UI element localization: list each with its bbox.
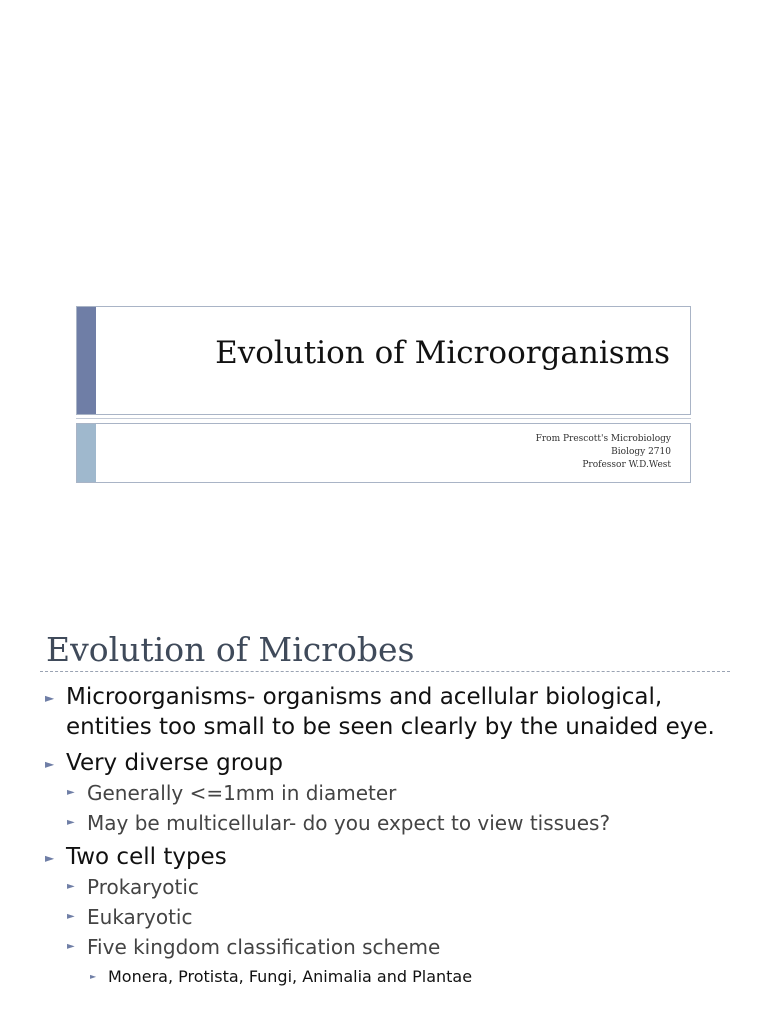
- bullet-text: Microorganisms- organisms and acellular biological, entities too small to be seen clearly by the unaided eye.: [66, 684, 715, 740]
- bullet-arrow-icon: ►: [67, 817, 75, 828]
- bullet-arrow-icon: ►: [90, 972, 97, 981]
- bullet-arrow-icon: ►: [45, 691, 55, 705]
- subtitle-accent-bar: [77, 424, 96, 482]
- bullet-item: [0, 682, 728, 742]
- subtitle-text: [536, 433, 671, 472]
- sub-bullet-text: May be multicellular- do you expect to view tissues?: [87, 811, 611, 835]
- subtitle-box: [76, 423, 691, 483]
- bullet-arrow-icon: ►: [67, 787, 75, 798]
- bullet-arrow-icon: ►: [45, 757, 55, 771]
- sub-sub-bullet-text: Monera, Protista, Fungi, Animalia and Plantae: [108, 967, 473, 986]
- sub-bullet-text: Five kingdom classification scheme: [87, 935, 441, 959]
- slide-heading: Evolution of Microbes: [46, 630, 415, 669]
- bullet-arrow-icon: ►: [67, 911, 75, 922]
- heading-divider: [40, 671, 730, 672]
- bullet-arrow-icon: ►: [67, 881, 75, 892]
- bullet-item: [0, 748, 728, 778]
- subtitle-line: From Prescott's Microbiology: [535, 434, 671, 444]
- sub-bullet-text: Generally <=1mm in diameter: [87, 781, 397, 805]
- sub-bullet-text: Eukaryotic: [87, 905, 193, 929]
- sub-bullet-item: [0, 808, 768, 838]
- title-accent-bar: [77, 307, 96, 414]
- bullet-text: Two cell types: [66, 844, 227, 870]
- sub-bullet-item: [0, 932, 768, 962]
- sub-bullet-item: [0, 902, 768, 932]
- subtitle-line: Biology 2710: [611, 447, 671, 457]
- bullet-arrow-icon: ►: [67, 941, 75, 952]
- bullet-list: [0, 682, 768, 990]
- subtitle-line: Professor W.D.West: [582, 460, 671, 470]
- sub-bullet-item: [0, 778, 768, 808]
- bullet-arrow-icon: ►: [45, 851, 55, 865]
- title-box: [76, 306, 691, 415]
- sub-sub-bullet-item: [0, 964, 768, 990]
- slide-title: Evolution of Microorganisms: [215, 335, 670, 371]
- bullet-item: [0, 842, 728, 872]
- sub-bullet-item: [0, 872, 768, 902]
- content-slide: [0, 608, 768, 1024]
- sub-bullet-text: Prokaryotic: [87, 875, 199, 899]
- bullet-text: Very diverse group: [66, 750, 283, 776]
